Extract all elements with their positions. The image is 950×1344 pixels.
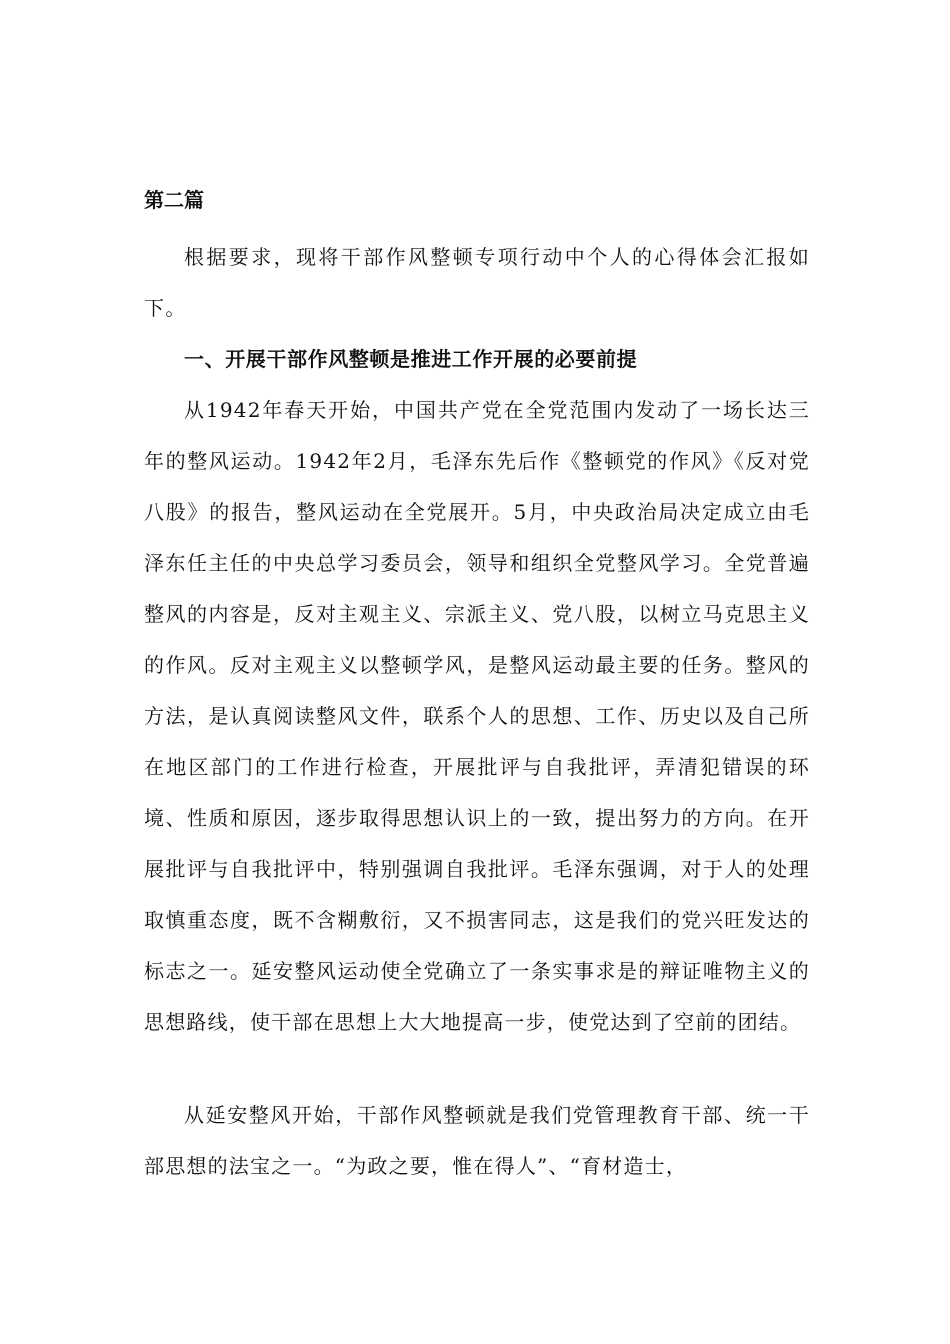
paragraph-spacer <box>144 1048 810 1090</box>
document-body <box>144 182 810 1192</box>
paragraph-2: 从延安整风开始，干部作风整顿就是我们党管理教育干部、统一干部思想的法宝之一。“为政之要，惟在得人”、“育材造士， <box>144 1103 810 1178</box>
intro-paragraph: 根据要求，现将干部作风整顿专项行动中个人的心得体会汇报如下。 <box>144 245 810 320</box>
section-title: 第二篇 <box>144 188 204 212</box>
heading-1: 一、开展干部作风整顿是推进工作开展的必要前提 <box>184 347 638 371</box>
paragraph-1: 从1942年春天开始，中国共产党在全党范围内发动了一场长达三年的整风运动。1942年2月，毛泽东先后作《整顿党的作风》《反对党八股》的报告，整风运动在全党展开。5月，中央政治局决定成立由毛泽东任主任的中央总学习委员会，领导和组织全党整风学习。全党普遍整风的内容是，反对主观主义、宗派主义、党八股，以树立马克思主义的作风。反对主观主义以整顿学风，是整风运动最主要的任务。整风的方法，是认真阅读整风文件，联系个人的思想、工作、历史以及自己所在地区部门的工作进行检查，开展批评与自我批评，弄清犯错误的环境、性质和原因，逐步取得思想认识上的一致，提出努力的方向。在开展批评与自我批评中，特别强调自我批评。毛泽东强调，对于人的处理取慎重态度，既不含糊敷衍，又不损害同志，这是我们的党兴旺发达的标志之一。延安整风运动使全党确立了一条实事求是的辩证唯物主义的思想路线，使干部在思想上大大地提高一步，使党达到了空前的团结。 <box>144 398 810 1034</box>
